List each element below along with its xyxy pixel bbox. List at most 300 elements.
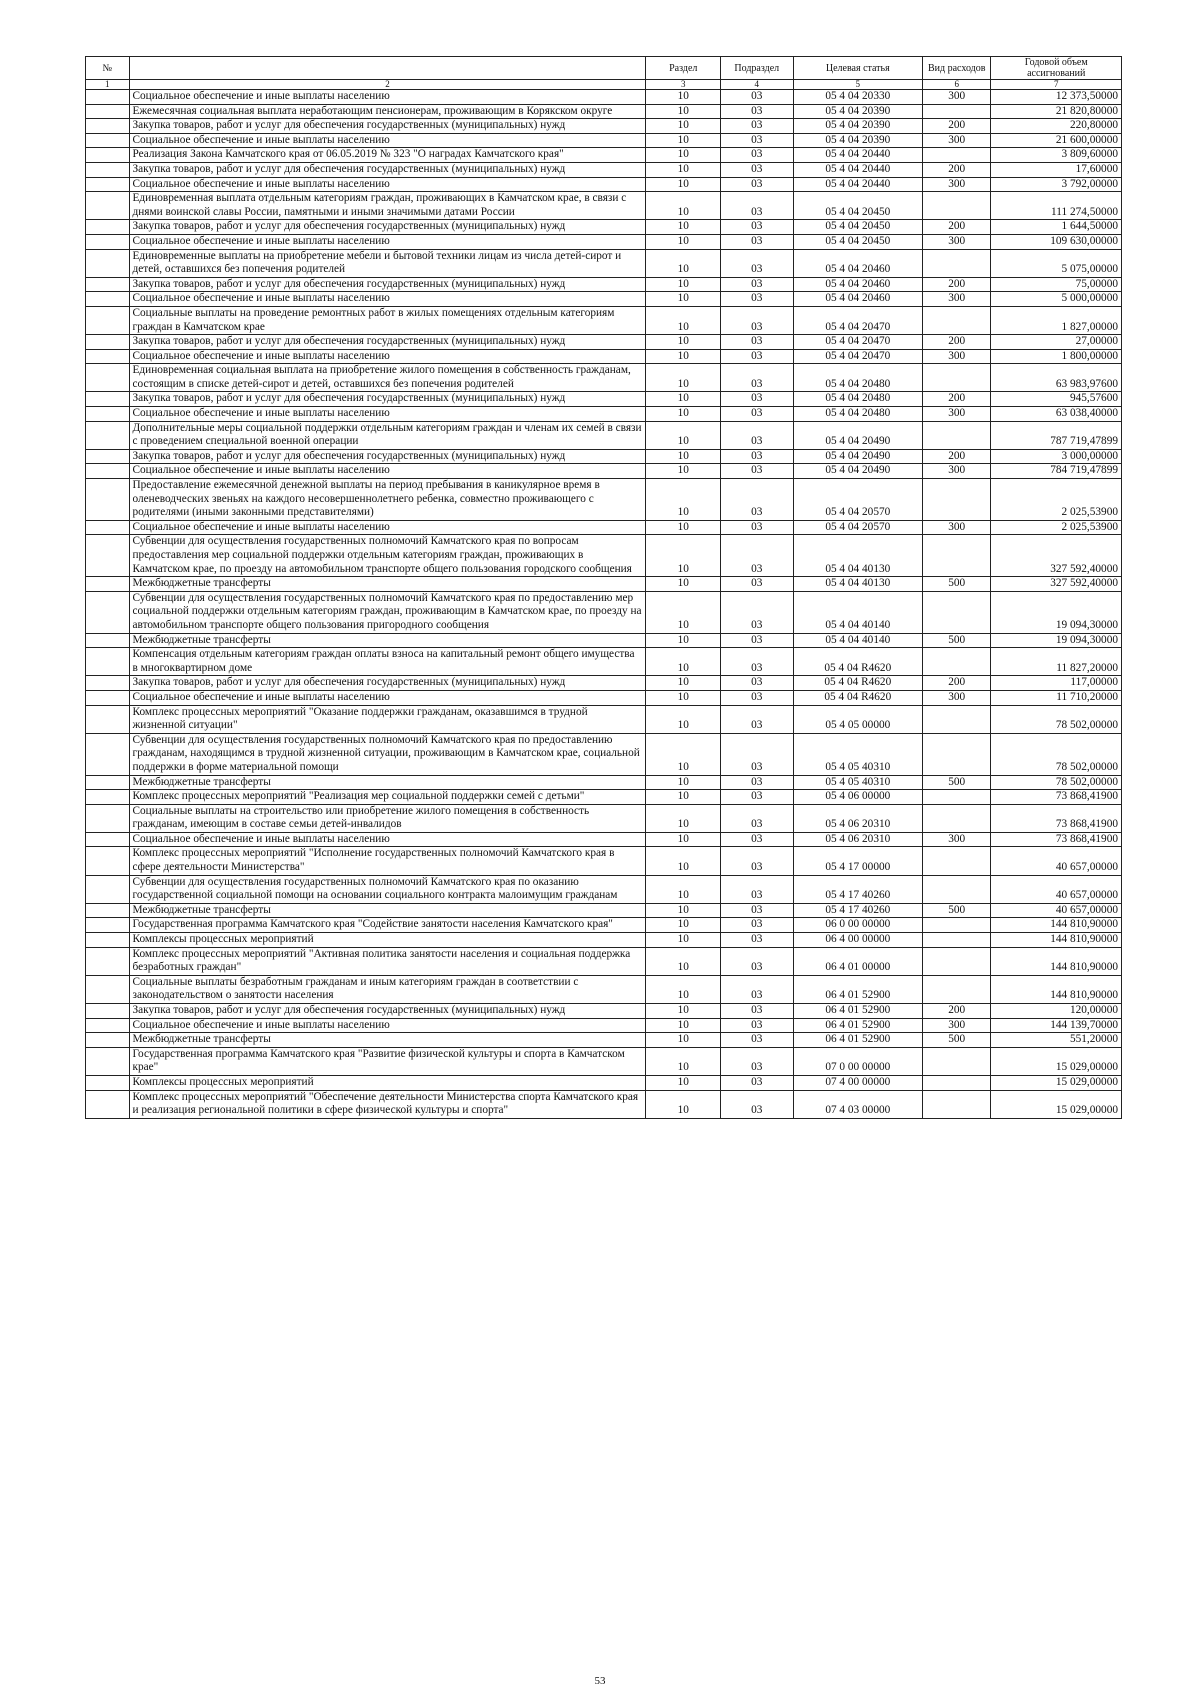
row-razdel-cell: 10 — [646, 277, 721, 292]
row-vid-cell — [923, 364, 991, 392]
row-no-cell — [86, 119, 130, 134]
table-row — [86, 119, 1122, 134]
row-podrazdel-cell: 03 — [721, 335, 794, 350]
row-target-cell: 05 4 04 20440 — [793, 148, 923, 163]
row-target-cell: 05 4 05 40310 — [793, 775, 923, 790]
row-amount-cell: 73 868,41900 — [991, 804, 1122, 832]
row-razdel-cell: 10 — [646, 676, 721, 691]
table-row — [86, 1033, 1122, 1048]
row-amount-cell: 73 868,41900 — [991, 790, 1122, 805]
row-name-cell: Закупка товаров, работ и услуг для обеспечения государственных (муниципальных) нужд — [129, 335, 646, 350]
header-num-1: 1 — [86, 80, 130, 90]
row-vid-cell — [923, 648, 991, 676]
row-razdel-cell: 10 — [646, 104, 721, 119]
row-razdel-cell: 10 — [646, 705, 721, 733]
table-row — [86, 918, 1122, 933]
row-podrazdel-cell: 03 — [721, 249, 794, 277]
table-row — [86, 407, 1122, 422]
row-amount-cell: 1 827,00000 — [991, 306, 1122, 334]
row-no-cell — [86, 577, 130, 592]
row-target-cell: 05 4 04 20460 — [793, 249, 923, 277]
row-razdel-cell: 10 — [646, 520, 721, 535]
row-razdel-cell: 10 — [646, 148, 721, 163]
row-amount-cell: 15 029,00000 — [991, 1090, 1122, 1118]
row-target-cell: 07 4 03 00000 — [793, 1090, 923, 1118]
row-name-cell: Межбюджетные трансферты — [129, 775, 646, 790]
row-podrazdel-cell: 03 — [721, 1075, 794, 1090]
row-amount-cell: 40 657,00000 — [991, 875, 1122, 903]
row-podrazdel-cell: 03 — [721, 633, 794, 648]
row-vid-cell: 200 — [923, 676, 991, 691]
row-razdel-cell: 10 — [646, 733, 721, 775]
header-num-3: 3 — [646, 80, 721, 90]
table-row — [86, 847, 1122, 875]
row-no-cell — [86, 192, 130, 220]
row-vid-cell: 300 — [923, 292, 991, 307]
row-podrazdel-cell: 03 — [721, 535, 794, 577]
row-podrazdel-cell: 03 — [721, 177, 794, 192]
row-razdel-cell: 10 — [646, 335, 721, 350]
row-razdel-cell: 10 — [646, 591, 721, 633]
row-name-cell: Межбюджетные трансферты — [129, 633, 646, 648]
row-amount-cell: 78 502,00000 — [991, 775, 1122, 790]
row-no-cell — [86, 832, 130, 847]
row-target-cell: 05 4 04 20450 — [793, 192, 923, 220]
header-num-4: 4 — [721, 80, 794, 90]
table-row — [86, 690, 1122, 705]
row-amount-cell: 21 600,00000 — [991, 133, 1122, 148]
header-vid: Вид расходов — [923, 57, 991, 80]
row-no-cell — [86, 1018, 130, 1033]
row-vid-cell: 500 — [923, 1033, 991, 1048]
row-no-cell — [86, 633, 130, 648]
row-razdel-cell: 10 — [646, 119, 721, 134]
row-name-cell: Ежемесячная социальная выплата неработающим пенсионерам, проживающим в Корякском округе — [129, 104, 646, 119]
row-razdel-cell: 10 — [646, 234, 721, 249]
table-row — [86, 903, 1122, 918]
row-target-cell: 05 4 17 00000 — [793, 847, 923, 875]
row-target-cell: 05 4 04 20390 — [793, 119, 923, 134]
row-name-cell: Реализация Закона Камчатского края от 06.05.2019 № 323 "О наградах Камчатского края" — [129, 148, 646, 163]
row-podrazdel-cell: 03 — [721, 591, 794, 633]
row-target-cell: 05 4 04 20490 — [793, 421, 923, 449]
row-target-cell: 05 4 04 20490 — [793, 449, 923, 464]
row-amount-cell: 945,57600 — [991, 392, 1122, 407]
row-no-cell — [86, 733, 130, 775]
row-vid-cell: 300 — [923, 90, 991, 105]
row-razdel-cell: 10 — [646, 364, 721, 392]
row-vid-cell — [923, 535, 991, 577]
row-vid-cell — [923, 479, 991, 521]
row-no-cell — [86, 775, 130, 790]
table-row — [86, 790, 1122, 805]
row-podrazdel-cell: 03 — [721, 832, 794, 847]
row-razdel-cell: 10 — [646, 177, 721, 192]
table-row — [86, 162, 1122, 177]
row-no-cell — [86, 1004, 130, 1019]
row-amount-cell: 27,00000 — [991, 335, 1122, 350]
row-target-cell: 05 4 05 40310 — [793, 733, 923, 775]
row-amount-cell: 78 502,00000 — [991, 733, 1122, 775]
row-podrazdel-cell: 03 — [721, 947, 794, 975]
table-row — [86, 520, 1122, 535]
table-row — [86, 733, 1122, 775]
row-vid-cell — [923, 306, 991, 334]
row-amount-cell: 19 094,30000 — [991, 591, 1122, 633]
row-target-cell: 05 4 04 40130 — [793, 577, 923, 592]
row-name-cell: Социальные выплаты на строительство или приобретение жилого помещения в собственность гражданам, имеющим в составе семьи детей-инвалидов — [129, 804, 646, 832]
row-name-cell: Комплекс процессных мероприятий "Исполнение государственных полномочий Камчатского края в сфере деятельности Министерства" — [129, 847, 646, 875]
row-name-cell: Субвенции для осуществления государственных полномочий Камчатского края по оказанию государственной социальной помощи на основании социального контракта малоимущим гражданам — [129, 875, 646, 903]
row-name-cell: Социальное обеспечение и иные выплаты населению — [129, 292, 646, 307]
header-amount: Годовой объем ассигнований — [991, 57, 1122, 80]
row-vid-cell: 500 — [923, 577, 991, 592]
row-vid-cell — [923, 933, 991, 948]
table-row — [86, 705, 1122, 733]
row-podrazdel-cell: 03 — [721, 306, 794, 334]
table-row — [86, 277, 1122, 292]
row-target-cell: 05 4 04 20460 — [793, 277, 923, 292]
row-podrazdel-cell: 03 — [721, 733, 794, 775]
row-razdel-cell: 10 — [646, 392, 721, 407]
row-name-cell: Комплекс процессных мероприятий "Активная политика занятости населения и социальная поддержка безработных граждан" — [129, 947, 646, 975]
row-podrazdel-cell: 03 — [721, 407, 794, 422]
row-no-cell — [86, 591, 130, 633]
row-amount-cell: 1 800,00000 — [991, 349, 1122, 364]
row-name-cell: Субвенции для осуществления государственных полномочий Камчатского края по предоставлению мер социальной поддержки отдельным категориям граждан, проживающим в Камчатском крае, по проезду на автомобильном транспорте общего пользования пригородного сообщения — [129, 591, 646, 633]
row-amount-cell: 327 592,40000 — [991, 577, 1122, 592]
row-name-cell: Закупка товаров, работ и услуг для обеспечения государственных (муниципальных) нужд — [129, 676, 646, 691]
row-razdel-cell: 10 — [646, 464, 721, 479]
row-razdel-cell: 10 — [646, 249, 721, 277]
row-amount-cell: 784 719,47899 — [991, 464, 1122, 479]
row-podrazdel-cell: 03 — [721, 1004, 794, 1019]
row-podrazdel-cell: 03 — [721, 479, 794, 521]
row-target-cell: 05 4 04 20570 — [793, 479, 923, 521]
row-no-cell — [86, 648, 130, 676]
row-vid-cell — [923, 249, 991, 277]
row-no-cell — [86, 479, 130, 521]
table-row — [86, 335, 1122, 350]
row-no-cell — [86, 133, 130, 148]
row-vid-cell: 200 — [923, 119, 991, 134]
row-name-cell: Государственная программа Камчатского края "Развитие физической культуры и спорта в Камчатском крае" — [129, 1047, 646, 1075]
row-no-cell — [86, 975, 130, 1003]
row-no-cell — [86, 349, 130, 364]
row-vid-cell — [923, 733, 991, 775]
header-num-2: 2 — [129, 80, 646, 90]
row-no-cell — [86, 162, 130, 177]
row-podrazdel-cell: 03 — [721, 1047, 794, 1075]
row-no-cell — [86, 535, 130, 577]
row-amount-cell: 12 373,50000 — [991, 90, 1122, 105]
row-target-cell: 05 4 06 20310 — [793, 832, 923, 847]
row-razdel-cell: 10 — [646, 577, 721, 592]
row-podrazdel-cell: 03 — [721, 875, 794, 903]
row-no-cell — [86, 903, 130, 918]
row-vid-cell — [923, 705, 991, 733]
row-razdel-cell: 10 — [646, 479, 721, 521]
row-amount-cell: 17,60000 — [991, 162, 1122, 177]
table-row — [86, 832, 1122, 847]
row-target-cell: 06 4 01 52900 — [793, 975, 923, 1003]
header-num-5: 5 — [793, 80, 923, 90]
row-no-cell — [86, 90, 130, 105]
row-vid-cell: 200 — [923, 335, 991, 350]
row-vid-cell: 300 — [923, 520, 991, 535]
row-podrazdel-cell: 03 — [721, 90, 794, 105]
row-target-cell: 05 4 04 20490 — [793, 464, 923, 479]
row-podrazdel-cell: 03 — [721, 192, 794, 220]
row-podrazdel-cell: 03 — [721, 847, 794, 875]
table-row — [86, 591, 1122, 633]
row-podrazdel-cell: 03 — [721, 975, 794, 1003]
row-amount-cell: 144 810,90000 — [991, 918, 1122, 933]
table-row — [86, 775, 1122, 790]
row-vid-cell — [923, 918, 991, 933]
row-target-cell: 06 4 01 52900 — [793, 1018, 923, 1033]
row-name-cell: Компенсация отдельным категориям граждан оплаты взноса на капитальный ремонт общего имущества в многоквартирном доме — [129, 648, 646, 676]
table-row — [86, 192, 1122, 220]
header-num-6: 6 — [923, 80, 991, 90]
row-no-cell — [86, 148, 130, 163]
row-name-cell: Субвенции для осуществления государственных полномочий Камчатского края по вопросам предоставления мер социальной поддержки отдельным категориям граждан, проживающих в Камчатском крае, по проезду на автомобильном транспорте общего пользования городского сообщения — [129, 535, 646, 577]
row-podrazdel-cell: 03 — [721, 1018, 794, 1033]
row-target-cell: 05 4 04 20390 — [793, 133, 923, 148]
row-podrazdel-cell: 03 — [721, 133, 794, 148]
row-podrazdel-cell: 03 — [721, 464, 794, 479]
table-row — [86, 1004, 1122, 1019]
row-no-cell — [86, 364, 130, 392]
row-target-cell: 05 4 06 00000 — [793, 790, 923, 805]
row-podrazdel-cell: 03 — [721, 1033, 794, 1048]
row-razdel-cell: 10 — [646, 875, 721, 903]
table-row — [86, 249, 1122, 277]
row-podrazdel-cell: 03 — [721, 933, 794, 948]
row-amount-cell: 15 029,00000 — [991, 1075, 1122, 1090]
row-no-cell — [86, 847, 130, 875]
row-amount-cell: 75,00000 — [991, 277, 1122, 292]
row-razdel-cell: 10 — [646, 1090, 721, 1118]
row-amount-cell: 2 025,53900 — [991, 479, 1122, 521]
row-vid-cell: 300 — [923, 133, 991, 148]
row-razdel-cell: 10 — [646, 192, 721, 220]
row-target-cell: 05 4 04 20480 — [793, 407, 923, 422]
row-podrazdel-cell: 03 — [721, 364, 794, 392]
row-no-cell — [86, 918, 130, 933]
row-amount-cell: 327 592,40000 — [991, 535, 1122, 577]
row-vid-cell — [923, 421, 991, 449]
row-amount-cell: 3 000,00000 — [991, 449, 1122, 464]
row-name-cell: Социальные выплаты на проведение ремонтных работ в жилых помещениях отдельным категориям граждан в Камчатском крае — [129, 306, 646, 334]
row-target-cell: 05 4 04 20460 — [793, 292, 923, 307]
row-amount-cell: 220,80000 — [991, 119, 1122, 134]
header-num-7: 7 — [991, 80, 1122, 90]
row-podrazdel-cell: 03 — [721, 148, 794, 163]
page-number: 53 — [594, 1675, 606, 1687]
row-amount-cell: 11 710,20000 — [991, 690, 1122, 705]
row-vid-cell — [923, 804, 991, 832]
table-row — [86, 676, 1122, 691]
row-razdel-cell: 10 — [646, 407, 721, 422]
row-target-cell: 05 4 04 20450 — [793, 220, 923, 235]
row-name-cell: Закупка товаров, работ и услуг для обеспечения государственных (муниципальных) нужд — [129, 449, 646, 464]
row-no-cell — [86, 690, 130, 705]
row-vid-cell: 500 — [923, 775, 991, 790]
row-vid-cell: 300 — [923, 234, 991, 249]
row-vid-cell: 300 — [923, 349, 991, 364]
row-target-cell: 05 4 04 20470 — [793, 349, 923, 364]
row-vid-cell: 300 — [923, 690, 991, 705]
table-row — [86, 479, 1122, 521]
row-target-cell: 05 4 04 20440 — [793, 177, 923, 192]
row-amount-cell: 19 094,30000 — [991, 633, 1122, 648]
table-row — [86, 804, 1122, 832]
row-name-cell: Закупка товаров, работ и услуг для обеспечения государственных (муниципальных) нужд — [129, 220, 646, 235]
row-target-cell: 05 4 04 20570 — [793, 520, 923, 535]
row-name-cell: Межбюджетные трансферты — [129, 577, 646, 592]
row-amount-cell: 144 139,70000 — [991, 1018, 1122, 1033]
row-name-cell: Социальное обеспечение и иные выплаты населению — [129, 464, 646, 479]
table-row — [86, 633, 1122, 648]
row-name-cell: Социальное обеспечение и иные выплаты населению — [129, 90, 646, 105]
row-name-cell: Межбюджетные трансферты — [129, 903, 646, 918]
row-name-cell: Закупка товаров, работ и услуг для обеспечения государственных (муниципальных) нужд — [129, 119, 646, 134]
row-name-cell: Социальное обеспечение и иные выплаты населению — [129, 234, 646, 249]
row-vid-cell: 300 — [923, 177, 991, 192]
row-target-cell: 06 4 00 00000 — [793, 933, 923, 948]
header-podrazdel: Подраздел — [721, 57, 794, 80]
row-podrazdel-cell: 03 — [721, 220, 794, 235]
row-razdel-cell: 10 — [646, 790, 721, 805]
row-no-cell — [86, 1047, 130, 1075]
row-name-cell: Социальное обеспечение и иные выплаты населению — [129, 520, 646, 535]
row-target-cell: 05 4 04 20450 — [793, 234, 923, 249]
row-name-cell: Единовременная выплата отдельным категориям граждан, проживающих в Камчатском крае, в связи с днями воинской славы России, памятными и иными значимыми датами России — [129, 192, 646, 220]
row-razdel-cell: 10 — [646, 804, 721, 832]
table-row — [86, 464, 1122, 479]
row-podrazdel-cell: 03 — [721, 903, 794, 918]
header-target: Целевая статья — [793, 57, 923, 80]
row-razdel-cell: 10 — [646, 918, 721, 933]
row-razdel-cell: 10 — [646, 933, 721, 948]
row-no-cell — [86, 1075, 130, 1090]
row-target-cell: 05 4 04 R4620 — [793, 648, 923, 676]
row-name-cell: Единовременные выплаты на приобретение мебели и бытовой техники лицам из числа детей-сирот и детей, оставшихся без попечения родителей — [129, 249, 646, 277]
row-no-cell — [86, 421, 130, 449]
row-razdel-cell: 10 — [646, 421, 721, 449]
row-vid-cell: 200 — [923, 162, 991, 177]
table-row — [86, 947, 1122, 975]
row-no-cell — [86, 464, 130, 479]
row-name-cell: Закупка товаров, работ и услуг для обеспечения государственных (муниципальных) нужд — [129, 1004, 646, 1019]
row-razdel-cell: 10 — [646, 449, 721, 464]
row-no-cell — [86, 790, 130, 805]
row-razdel-cell: 10 — [646, 975, 721, 1003]
row-amount-cell: 117,00000 — [991, 676, 1122, 691]
row-target-cell: 05 4 05 00000 — [793, 705, 923, 733]
row-no-cell — [86, 335, 130, 350]
table-row — [86, 1090, 1122, 1118]
row-razdel-cell: 10 — [646, 306, 721, 334]
row-amount-cell: 144 810,90000 — [991, 947, 1122, 975]
row-no-cell — [86, 177, 130, 192]
table-row — [86, 177, 1122, 192]
row-target-cell: 05 4 04 R4620 — [793, 690, 923, 705]
row-vid-cell — [923, 875, 991, 903]
row-razdel-cell: 10 — [646, 1004, 721, 1019]
row-amount-cell: 63 983,97600 — [991, 364, 1122, 392]
row-razdel-cell: 10 — [646, 832, 721, 847]
row-name-cell: Социальное обеспечение и иные выплаты населению — [129, 1018, 646, 1033]
row-vid-cell — [923, 148, 991, 163]
table-row — [86, 306, 1122, 334]
row-amount-cell: 551,20000 — [991, 1033, 1122, 1048]
row-amount-cell: 5 075,00000 — [991, 249, 1122, 277]
row-podrazdel-cell: 03 — [721, 119, 794, 134]
row-vid-cell: 300 — [923, 1018, 991, 1033]
row-podrazdel-cell: 03 — [721, 577, 794, 592]
row-name-cell: Закупка товаров, работ и услуг для обеспечения государственных (муниципальных) нужд — [129, 392, 646, 407]
row-podrazdel-cell: 03 — [721, 520, 794, 535]
row-razdel-cell: 10 — [646, 903, 721, 918]
row-amount-cell: 5 000,00000 — [991, 292, 1122, 307]
table-row — [86, 220, 1122, 235]
table-header — [86, 57, 1122, 90]
row-vid-cell: 200 — [923, 449, 991, 464]
row-amount-cell: 111 274,50000 — [991, 192, 1122, 220]
row-name-cell: Субвенции для осуществления государственных полномочий Камчатского края по предоставлению гражданам, находящимся в трудной жизненной ситуации, проживающим в Камчатском крае, социальной поддержки в форме материальной помощи — [129, 733, 646, 775]
row-name-cell: Межбюджетные трансферты — [129, 1033, 646, 1048]
row-no-cell — [86, 292, 130, 307]
row-target-cell: 05 4 17 40260 — [793, 903, 923, 918]
table-row — [86, 421, 1122, 449]
row-name-cell: Комплекс процессных мероприятий "Реализация мер социальной поддержки семей с детьми" — [129, 790, 646, 805]
row-name-cell: Единовременная социальная выплата на приобретение жилого помещения в собственность гражданам, состоящим в списке детей-сирот и детей, оставшихся без попечения родителей — [129, 364, 646, 392]
row-podrazdel-cell: 03 — [721, 1090, 794, 1118]
row-vid-cell — [923, 1090, 991, 1118]
row-vid-cell — [923, 1075, 991, 1090]
row-amount-cell: 787 719,47899 — [991, 421, 1122, 449]
row-razdel-cell: 10 — [646, 349, 721, 364]
row-amount-cell: 40 657,00000 — [991, 903, 1122, 918]
row-amount-cell: 3 792,00000 — [991, 177, 1122, 192]
row-no-cell — [86, 392, 130, 407]
row-podrazdel-cell: 03 — [721, 449, 794, 464]
row-no-cell — [86, 407, 130, 422]
header-name — [129, 57, 646, 80]
row-amount-cell: 40 657,00000 — [991, 847, 1122, 875]
row-name-cell: Социальные выплаты безработным гражданам и иным категориям граждан в соответствии с законодательством о занятости населения — [129, 975, 646, 1003]
row-vid-cell — [923, 790, 991, 805]
table-row — [86, 577, 1122, 592]
row-no-cell — [86, 449, 130, 464]
row-no-cell — [86, 104, 130, 119]
row-no-cell — [86, 676, 130, 691]
table-row — [86, 975, 1122, 1003]
row-podrazdel-cell: 03 — [721, 790, 794, 805]
row-amount-cell: 109 630,00000 — [991, 234, 1122, 249]
row-no-cell — [86, 875, 130, 903]
row-vid-cell: 200 — [923, 220, 991, 235]
row-amount-cell: 1 644,50000 — [991, 220, 1122, 235]
row-podrazdel-cell: 03 — [721, 104, 794, 119]
row-podrazdel-cell: 03 — [721, 648, 794, 676]
table-row — [86, 1047, 1122, 1075]
row-podrazdel-cell: 03 — [721, 277, 794, 292]
row-name-cell: Социальное обеспечение и иные выплаты населению — [129, 832, 646, 847]
row-podrazdel-cell: 03 — [721, 690, 794, 705]
